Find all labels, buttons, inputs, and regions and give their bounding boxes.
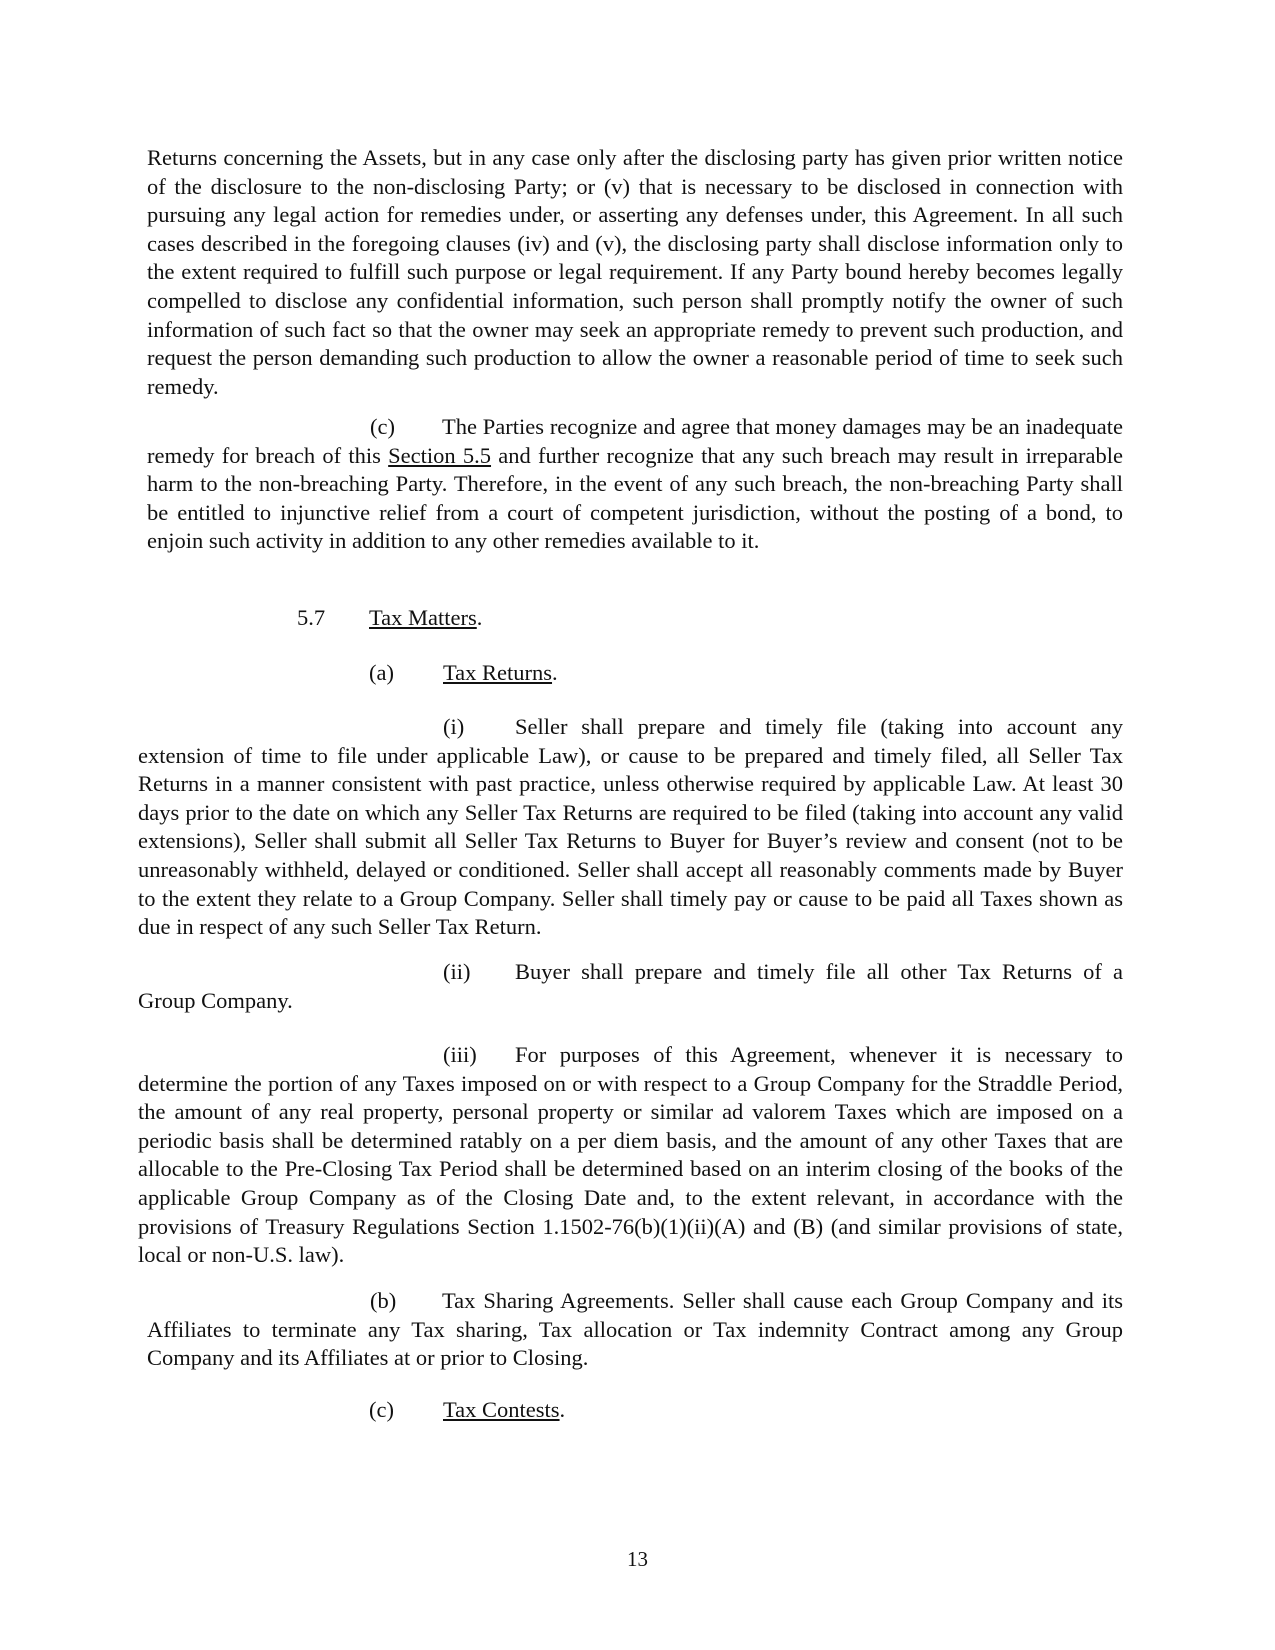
clause-label: (c) [370,414,395,439]
clause-label: (ii) [443,959,471,984]
section-title: Tax Matters [369,605,477,630]
paragraph-disclosure-continued: Returns concerning the Assets, but in any case only after the disclosing party has given prior written notice of the disclosure to the non-disclosing Party; or (v) that is necessary to be disclosed in connection with pursuing any legal action for remedies under, or asserting any defenses under, this Agreement. In all such cases described in the foregoing clauses (iv) and (v), the disclosing party shall disclose information only to the extent required to fulfill such purpose or legal requirement. If any Party bound hereby becomes legally compelled to disclose any confidential information, such person shall promptly notify the owner of such information of such fact so that the owner may seek an appropriate remedy to prevent such production, and request the person demanding such production to allow the owner a reasonable period of time to seek such remedy. [147,145,1123,399]
paragraph-ii-buyer-returns: (ii) Buyer shall prepare and timely file all other Tax Returns of a Group Company. [138,959,1123,1013]
paragraph-iii-straddle-period: (iii) For purposes of this Agreement, whenever it is necessary to determine the portion of any Taxes imposed on or with respect to a Group Company for the Straddle Period, the amount of any real property, personal property or similar ad valorem Taxes which are imposed on a periodic basis shall be determined ratably on a per diem basis, and the amount of any other Taxes that are allocable to the Pre-Closing Tax Period shall be determined based on an interim closing of the books of the applicable Group Company as of the Closing Date and, to the extent relevant, in accordance with the provisions of Treasury Regulations Section 1.1502-76(b)(1)(ii)(A) and (B) (and similar provisions of state, local or non-U.S. law). [138,1042,1123,1268]
section-heading-5-7: 5.7 Tax Matters. [297,604,482,633]
section-number: 5.7 [297,605,326,630]
subsection-title: Tax Contests [443,1397,560,1422]
paragraph-i-seller-returns: (i) Seller shall prepare and timely file (taking into account any extension of time to file under applicable Law), or cause to be prepared and timely filed, all Seller Tax Returns in a manner consistent with past practice, unless otherwise required by applicable Law. At least 30 days prior to the date on which any Seller Tax Returns are required to be filed (taking into account any valid extensions), Seller shall submit all Seller Tax Returns to Buyer for Buyer’s review and consent (not to be unreasonably withheld, delayed or conditioned. Seller shall accept all reasonably comments made by Buyer to the extent they relate to a Group Company. Seller shall timely pay or cause to be paid all Taxes shown as due in respect of any such Seller Tax Return. [138,714,1123,940]
clause-label: (i) [443,714,465,739]
paragraph-c-money-damages: (c) The Parties recognize and agree that money damages may be an inadequate remedy for breach of this Section 5.5 and further recognize that any such breach may result in irreparable harm to the non-breaching Party. Therefore, in the event of any such breach, the non-breaching Party shall be entitled to injunctive relief from a court of competent jurisdiction, without the posting of a bond, to enjoin such activity in addition to any other remedies available to it. [147,414,1123,554]
subsection-label: (a) [369,660,394,685]
section-reference: Section 5.5 [388,442,492,468]
subsection-heading-a: (a) Tax Returns. [369,659,558,688]
clause-label: (iii) [443,1042,477,1067]
page-number: 13 [627,1547,648,1571]
paragraph-b-tax-sharing: (b) Tax Sharing Agreements. Seller shall cause each Group Company and its Affiliates to terminate any Tax sharing, Tax allocation or Tax indemnity Contract among any Group Company and its Affiliates at or prior to Closing. [147,1288,1123,1371]
clause-label: (b) [370,1288,397,1313]
subsection-title: Tax Returns [443,660,553,685]
subsection-label: (c) [369,1397,394,1422]
subsection-heading-c: (c) Tax Contests. [369,1396,565,1425]
